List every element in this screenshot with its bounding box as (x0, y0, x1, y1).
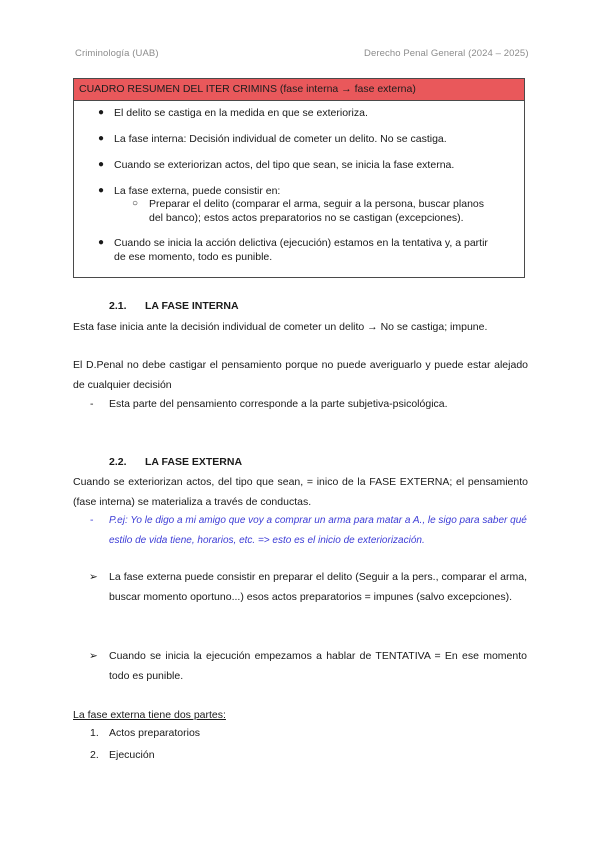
summary-bullet-text: Cuando se exteriorizan actos, del tipo que sean, se inicia la fase externa. (114, 159, 455, 171)
paragraph: Cuando se exteriorizan actos, del tipo que sean, = inico de la FASE EXTERNA; el pensamiento (fase interna) se materializa a través de conductas. (73, 476, 528, 508)
section-number: 2.1. (109, 300, 127, 312)
arrow-bullet-icon: ➢ (89, 650, 98, 662)
bullet-icon: ● (98, 185, 105, 196)
bullet-icon: ● (98, 159, 105, 170)
summary-bullet-text: La fase externa, puede consistir en: (114, 185, 281, 197)
summary-sub-bullet-text: Preparar el delito (comparar el arma, seguir a la persona, buscar planos del banco); estos actos preparatorios no se castigan (excepciones). (149, 198, 485, 224)
list-heading: La fase externa tiene dos partes: (73, 709, 226, 721)
bullet-icon: ● (98, 107, 105, 118)
example-text: P.ej: Yo le digo a mi amigo que voy a comprar un arma para matar a A., le sigo para saber qué estilo de vida tiene, horarios, etc. => esto es el inicio de exteriorización. (109, 515, 527, 546)
list-number: 1. (90, 727, 99, 739)
list-item: Ejecución (109, 749, 155, 761)
summary-box-title: CUADRO RESUMEN DEL ITER CRIMINS (fase interna → fase externa) (74, 79, 524, 101)
list-item: Actos preparatorios (109, 727, 201, 739)
list-number: 2. (90, 749, 99, 761)
summary-box (73, 78, 525, 278)
dash-icon: - (90, 398, 94, 410)
summary-bullet-text: La fase interna: Decisión individual de cometer un delito. No se castiga. (114, 133, 447, 145)
paragraph: El D.Penal no debe castigar el pensamiento porque no puede averiguarlo y puede estar alejado de cualquier decisión (73, 359, 528, 391)
dash-item-text: Esta parte del pensamiento corresponde a la parte subjetiva-psicológica. (109, 398, 448, 410)
arrow-item-text: Cuando se inicia la ejecución empezamos a hablar de TENTATIVA = En ese momento todo es punible. (109, 650, 527, 682)
arrow-bullet-icon: ➢ (89, 571, 98, 583)
bullet-icon: ● (98, 237, 105, 248)
section-title: LA FASE INTERNA (145, 300, 239, 312)
summary-bullet-text: El delito se castiga en la medida en que se exterioriza. (114, 107, 368, 119)
section-number: 2.2. (109, 456, 127, 468)
arrow-item-text: La fase externa puede consistir en preparar el delito (Seguir a la pers., comparar el arma, buscar momento oportuno...) esos actos preparatorios = impunes (salvo excepciones). (109, 571, 527, 603)
running-header-right: Derecho Penal General (2024 – 2025) (364, 48, 529, 59)
sub-bullet-icon: ○ (132, 198, 139, 209)
dash-icon: - (90, 514, 94, 526)
running-header-left: Criminología (UAB) (75, 48, 159, 59)
summary-bullet-text: Cuando se inicia la acción delictiva (ejecución) estamos en la tentativa y, a partir de ese momento, todo es punible. (114, 237, 488, 263)
section-title: LA FASE EXTERNA (145, 456, 243, 468)
bullet-icon: ● (98, 133, 105, 144)
paragraph: Esta fase inicia ante la decisión individual de cometer un delito → No se castiga; impune. (73, 321, 488, 333)
